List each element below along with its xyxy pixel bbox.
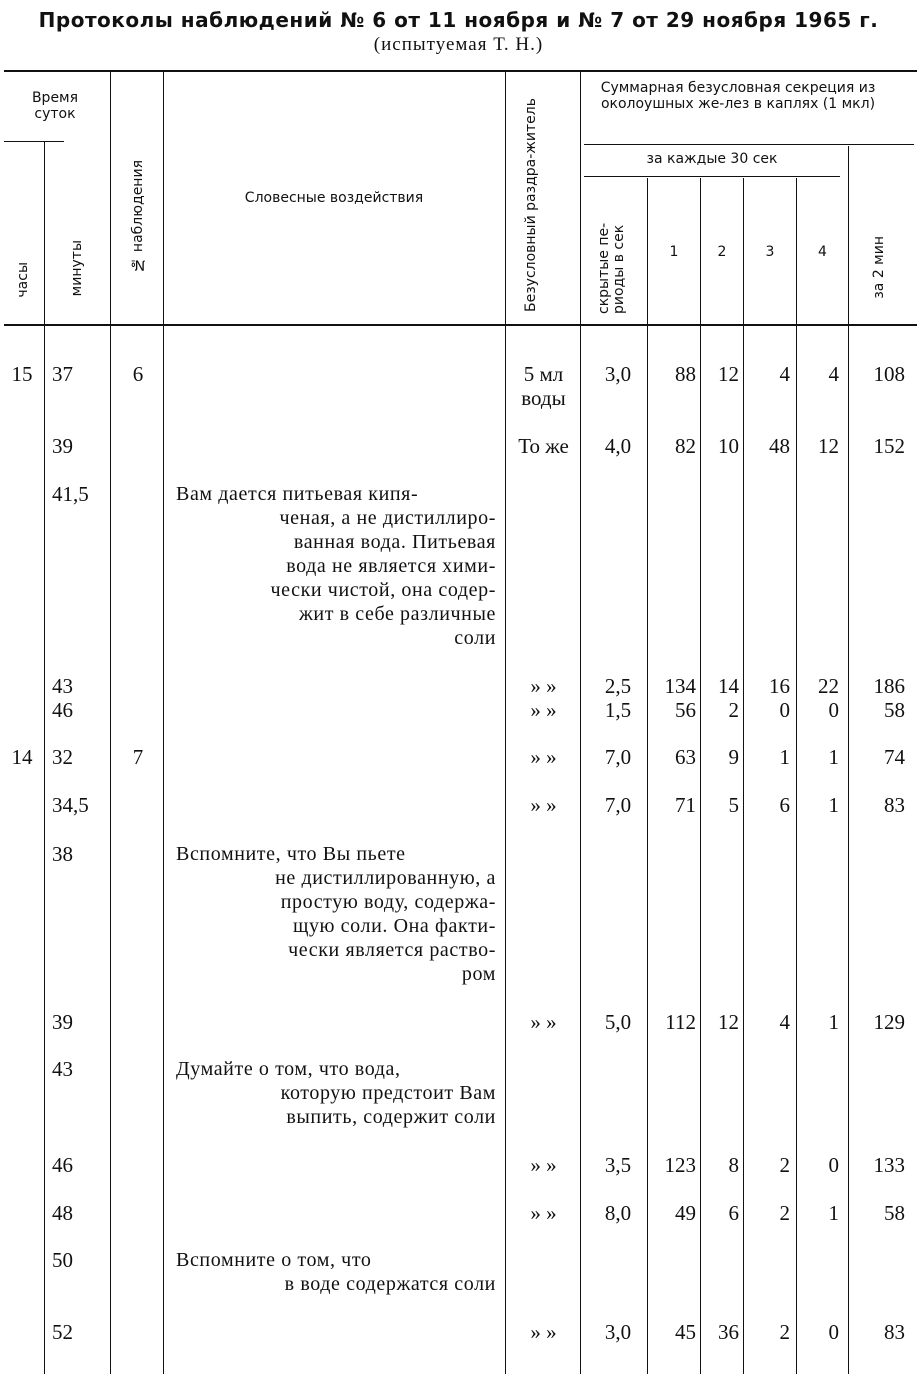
cell-interval-3: 2 xyxy=(779,1153,790,1177)
cell-latent: 3,0 xyxy=(604,362,632,386)
page-title: Протоколы наблюдений № 6 от 11 ноября и № 7 от 29 ноября 1965 г. xyxy=(38,8,879,32)
cell-interval-3: 2 xyxy=(779,1320,790,1344)
cell-total: 58 xyxy=(884,698,905,722)
secretion-group-rule xyxy=(584,144,914,145)
verbal-text-line: Думайте о том, что вода, xyxy=(176,1058,401,1080)
cell-minutes: 50 xyxy=(52,1248,73,1272)
header-c2: 2 xyxy=(717,244,727,260)
cell-interval-4: 0 xyxy=(828,1320,839,1344)
cell-minutes: 41,5 xyxy=(52,482,89,506)
cell-stimulus: То же xyxy=(518,434,569,458)
verbal-text-line: ченая, а не дистиллиро- xyxy=(279,507,496,529)
cell-latent: 7,0 xyxy=(604,745,632,769)
cell-interval-3: 4 xyxy=(779,1010,790,1034)
cell-minutes: 38 xyxy=(52,842,73,866)
cell-interval-1: 134 xyxy=(664,674,696,698)
cell-stimulus: » » xyxy=(530,745,557,769)
cell-latent: 4,0 xyxy=(604,434,632,458)
cell-stimulus: » » xyxy=(530,1010,557,1034)
cell-interval-4: 0 xyxy=(828,1153,839,1177)
col-rule-verbal xyxy=(505,72,506,1374)
verbal-text-line: которую предстоит Вам xyxy=(280,1082,496,1104)
col-rule-c3 xyxy=(796,178,797,1374)
cell-stimulus: » » xyxy=(530,1320,557,1344)
time-group-rule xyxy=(4,141,64,142)
verbal-text-line: Вам дается питьевая кипя- xyxy=(176,483,419,505)
verbal-text-line: чески чистой, она содер- xyxy=(270,579,496,601)
col-rule-minutes xyxy=(110,72,111,1374)
cell-interval-1: 49 xyxy=(675,1201,696,1225)
cell-minutes: 43 xyxy=(52,674,73,698)
header-total: за 2 мин xyxy=(871,236,887,299)
cell-latent: 5,0 xyxy=(604,1010,632,1034)
header-minutes: минуты xyxy=(69,240,85,297)
cell-minutes: 52 xyxy=(52,1320,73,1344)
cell-interval-4: 22 xyxy=(818,674,839,698)
verbal-text-line: не дистиллированную, а xyxy=(275,867,496,889)
cell-interval-3: 48 xyxy=(769,434,790,458)
header-stimulus: Безусловный раздра-житель xyxy=(523,98,539,312)
cell-interval-1: 82 xyxy=(675,434,696,458)
cell-latent: 2,5 xyxy=(604,674,632,698)
per30-rule xyxy=(584,176,840,177)
cell-interval-2: 12 xyxy=(718,1010,739,1034)
cell-interval-4: 1 xyxy=(828,745,839,769)
cell-interval-1: 56 xyxy=(675,698,696,722)
verbal-text-line: Вспомните, что Вы пьете xyxy=(176,843,406,865)
verbal-text-line: ром xyxy=(461,963,496,985)
cell-hours: 15 xyxy=(11,362,33,386)
cell-stimulus: » » xyxy=(530,1153,557,1177)
verbal-text-1 xyxy=(176,482,496,650)
header-time-group: Время суток xyxy=(31,90,79,122)
cell-obs-no: 6 xyxy=(132,362,144,386)
cell-minutes: 39 xyxy=(52,434,73,458)
cell-total: 58 xyxy=(884,1201,905,1225)
verbal-text-2 xyxy=(176,842,496,986)
cell-minutes: 46 xyxy=(52,698,73,722)
header-c1: 1 xyxy=(669,244,679,260)
verbal-text-3 xyxy=(176,1057,496,1129)
cell-total: 83 xyxy=(884,1320,905,1344)
cell-interval-3: 16 xyxy=(769,674,790,698)
verbal-text-line: выпить, содержит соли xyxy=(286,1106,496,1128)
verbal-text-line: Вспомните о том, что xyxy=(176,1249,372,1271)
cell-total: 83 xyxy=(884,793,905,817)
table-top-rule xyxy=(4,70,917,72)
cell-minutes: 37 xyxy=(52,362,73,386)
header-verbal: Словесные воздействия xyxy=(244,190,424,206)
cell-interval-1: 71 xyxy=(675,793,696,817)
verbal-text-line: соли xyxy=(454,627,496,649)
cell-interval-4: 12 xyxy=(818,434,839,458)
header-bottom-rule xyxy=(4,324,917,326)
cell-interval-2: 10 xyxy=(718,434,739,458)
cell-interval-1: 112 xyxy=(665,1010,696,1034)
cell-interval-4: 1 xyxy=(828,1010,839,1034)
cell-interval-4: 1 xyxy=(828,1201,839,1225)
col-rule-hours xyxy=(44,142,45,1374)
cell-total: 152 xyxy=(873,434,905,458)
cell-interval-1: 88 xyxy=(675,362,696,386)
cell-latent: 7,0 xyxy=(604,793,632,817)
cell-minutes: 32 xyxy=(52,745,73,769)
cell-interval-3: 4 xyxy=(779,362,790,386)
col-rule-c2 xyxy=(743,178,744,1374)
cell-interval-4: 0 xyxy=(828,698,839,722)
col-rule-obs xyxy=(163,72,164,1374)
header-hours: часы xyxy=(15,262,31,298)
header-c4: 4 xyxy=(818,244,827,260)
verbal-text-4 xyxy=(176,1248,496,1296)
cell-minutes: 46 xyxy=(52,1153,73,1177)
cell-latent: 8,0 xyxy=(604,1201,632,1225)
cell-interval-3: 6 xyxy=(779,793,790,817)
cell-latent: 1,5 xyxy=(604,698,632,722)
cell-interval-1: 63 xyxy=(675,745,696,769)
header-c3: 3 xyxy=(765,244,775,260)
verbal-text-line: вода не является хими- xyxy=(286,555,496,577)
cell-stimulus: » » xyxy=(530,698,557,722)
cell-interval-3: 2 xyxy=(779,1201,790,1225)
cell-interval-2: 2 xyxy=(728,698,739,722)
cell-interval-2: 36 xyxy=(718,1320,739,1344)
cell-interval-4: 1 xyxy=(828,793,839,817)
col-rule-latent xyxy=(647,178,648,1374)
verbal-text-line: ванная вода. Питьевая xyxy=(293,531,496,553)
cell-total: 133 xyxy=(873,1153,905,1177)
verbal-text-line: чески является раство- xyxy=(288,939,496,961)
cell-interval-1: 45 xyxy=(675,1320,696,1344)
cell-minutes: 43 xyxy=(52,1057,73,1081)
verbal-text-line: простую воду, содержа- xyxy=(280,891,496,913)
cell-interval-1: 123 xyxy=(664,1153,696,1177)
cell-latent: 3,5 xyxy=(604,1153,632,1177)
header-latent: скрытые пе-риоды в сек xyxy=(596,222,627,314)
cell-stimulus: » » xyxy=(530,1201,557,1225)
cell-minutes: 48 xyxy=(52,1201,73,1225)
cell-stimulus: » » xyxy=(530,674,557,698)
cell-interval-3: 0 xyxy=(779,698,790,722)
cell-interval-3: 1 xyxy=(779,745,790,769)
col-rule-stimulus xyxy=(580,72,581,1374)
header-secretion-group: Суммарная безусловная секреция из околоушных же-лез в каплях (1 мкл) xyxy=(600,80,876,112)
cell-stimulus: 5 мл воды xyxy=(521,362,566,410)
cell-minutes: 34,5 xyxy=(52,793,89,817)
cell-minutes: 39 xyxy=(52,1010,73,1034)
cell-interval-2: 5 xyxy=(728,793,739,817)
cell-interval-2: 8 xyxy=(728,1153,739,1177)
cell-total: 74 xyxy=(884,745,905,769)
header-per30: за каждые 30 сек xyxy=(646,151,778,167)
cell-stimulus: » » xyxy=(530,793,557,817)
header-obs-no: № наблюдения xyxy=(130,160,146,273)
verbal-text-line: в воде содержатся соли xyxy=(284,1273,496,1295)
cell-total: 108 xyxy=(873,362,905,386)
cell-latent: 3,0 xyxy=(604,1320,632,1344)
col-rule-c1 xyxy=(700,178,701,1374)
cell-interval-2: 12 xyxy=(718,362,739,386)
cell-interval-2: 14 xyxy=(718,674,739,698)
page-subtitle: (испытуемая Т. Н.) xyxy=(373,34,544,55)
cell-interval-4: 4 xyxy=(828,362,839,386)
cell-interval-2: 6 xyxy=(728,1201,739,1225)
cell-total: 129 xyxy=(873,1010,905,1034)
verbal-text-line: жит в себе различные xyxy=(298,603,496,625)
verbal-text-line: щую соли. Она факти- xyxy=(292,915,496,937)
cell-interval-2: 9 xyxy=(728,745,739,769)
cell-hours: 14 xyxy=(11,745,33,769)
cell-obs-no: 7 xyxy=(132,745,144,769)
cell-total: 186 xyxy=(873,674,905,698)
